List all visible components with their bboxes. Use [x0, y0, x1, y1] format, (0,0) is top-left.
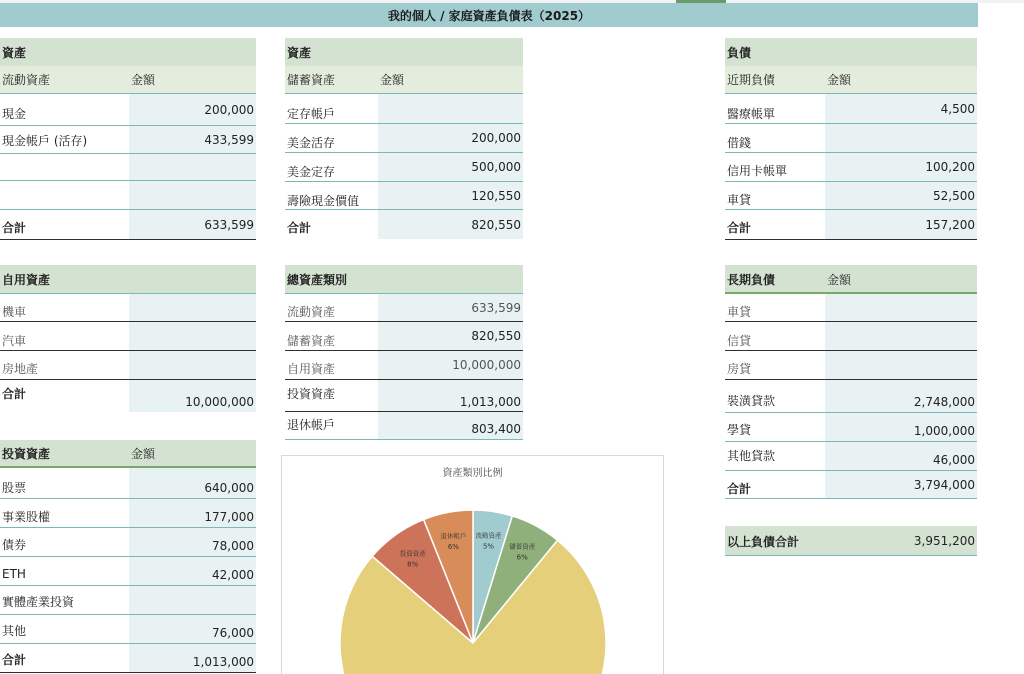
category-row-value[interactable]: 633,599	[378, 294, 523, 321]
liability-row-value[interactable]	[825, 124, 977, 152]
categories-section-header: 總資產類別	[285, 265, 523, 293]
liabilities-grand-total-label: 以上負債合計	[725, 526, 825, 556]
liquid-section-header: 資產	[0, 38, 256, 66]
longterm-row-value[interactable]: 46,000	[825, 442, 977, 470]
savings-row-value[interactable]: 500,000	[378, 153, 523, 181]
liquid-empty-cell[interactable]	[129, 181, 256, 209]
chart-title: 資產類別比例	[442, 468, 503, 479]
savings-total-value[interactable]: 820,550	[378, 210, 523, 239]
savings-total-label: 合計	[287, 221, 312, 235]
liabilities-total-label: 合計	[727, 221, 752, 235]
liabilities-col-amount: 金額	[825, 66, 977, 93]
investment-row-value[interactable]: 640,000	[129, 468, 256, 498]
category-row-value[interactable]: 803,400	[378, 412, 523, 439]
pie-slice-name-label: 退休帳戶	[440, 532, 467, 541]
category-row-label[interactable]: 退休帳戶	[287, 417, 336, 432]
liquid-total-value[interactable]: 633,599	[129, 210, 256, 239]
category-row-value[interactable]: 820,550	[378, 322, 523, 350]
savings-col-label: 儲蓄資產	[285, 66, 378, 93]
liability-row-label[interactable]: 車貸	[727, 193, 752, 207]
liability-row-value[interactable]: 100,200	[825, 153, 977, 181]
personal-row-label[interactable]: 汽車	[2, 334, 27, 348]
category-row-label[interactable]: 投資資產	[287, 386, 336, 401]
pie-slice-percent-label: 8%	[407, 560, 419, 569]
total-rule	[725, 555, 977, 556]
personal-row-value[interactable]	[129, 351, 256, 379]
investment-row-label[interactable]: 事業股權	[2, 510, 51, 524]
longterm-row-label[interactable]: 學貸	[727, 423, 752, 437]
savings-row-label[interactable]: 壽險現金價值	[287, 194, 360, 208]
pie-slice-percent-label: 6%	[516, 553, 528, 562]
longterm-row-label[interactable]: 裝潢貸款	[727, 394, 776, 408]
sheet-title: 我的個人 / 家庭資產負債表（2025）	[0, 3, 978, 27]
personal-section-header: 自用資產	[0, 265, 256, 293]
investments-col-amount: 金額	[129, 440, 256, 467]
investment-row-value[interactable]	[129, 586, 256, 614]
investments-total-value[interactable]: 1,013,000	[129, 644, 256, 672]
total-rule	[0, 672, 256, 673]
longterm-row-label[interactable]: 車貸	[727, 305, 752, 319]
asset-pie-chart[interactable]	[281, 455, 664, 674]
investments-col-label: 投資資產	[0, 440, 129, 467]
longterm-col-label: 長期負債	[725, 265, 825, 293]
category-row-label[interactable]: 儲蓄資產	[287, 334, 336, 348]
personal-total-label: 合計	[2, 386, 27, 401]
category-row-label[interactable]: 流動資產	[287, 305, 336, 319]
investment-row-label[interactable]: ETH	[2, 566, 26, 581]
savings-row-label[interactable]: 美金定存	[287, 165, 336, 179]
liquid-col-amount: 金額	[129, 66, 256, 93]
total-rule	[725, 239, 977, 240]
pie-slice-percent-label: 5%	[482, 542, 495, 551]
total-rule	[725, 498, 977, 499]
investment-row-value[interactable]: 177,000	[129, 499, 256, 527]
liability-row-value[interactable]: 52,500	[825, 182, 977, 209]
savings-row-value[interactable]: 200,000	[378, 124, 523, 152]
investment-row-value[interactable]: 78,000	[129, 528, 256, 556]
investment-row-value[interactable]: 42,000	[129, 557, 256, 585]
investment-row-label[interactable]: 其他	[2, 624, 27, 638]
personal-row-value[interactable]	[129, 322, 256, 350]
savings-section-header: 資產	[285, 38, 523, 66]
category-row-value[interactable]: 1,013,000	[378, 380, 523, 412]
savings-col-amount: 金額	[378, 66, 523, 93]
longterm-row-label[interactable]: 其他貸款	[727, 449, 776, 463]
total-rule	[0, 239, 256, 240]
pie-slice-name-label: 流動資產	[475, 531, 502, 540]
row-rule	[285, 439, 523, 440]
liquid-row-label[interactable]: 現金	[2, 107, 27, 121]
pie-chart-canvas	[282, 456, 664, 674]
pie-slice-name-label: 投資資產	[399, 549, 426, 558]
longterm-row-value[interactable]	[825, 322, 977, 350]
investment-row-value[interactable]: 76,000	[129, 615, 256, 643]
liquid-total-label: 合計	[2, 221, 27, 235]
longterm-total-label: 合計	[727, 482, 752, 496]
liability-row-label[interactable]: 借錢	[727, 136, 752, 150]
personal-row-label[interactable]: 機車	[2, 305, 27, 319]
liabilities-grand-total-value[interactable]: 3,951,200	[825, 526, 977, 556]
investment-row-label[interactable]: 股票	[2, 481, 27, 495]
personal-row-value[interactable]	[129, 294, 256, 321]
longterm-col-amount: 金額	[825, 265, 977, 293]
liability-row-value[interactable]: 4,500	[825, 94, 977, 123]
longterm-row-value[interactable]: 1,000,000	[825, 413, 977, 441]
investment-row-label[interactable]: 債券	[2, 538, 27, 552]
liability-row-label[interactable]: 信用卡帳單	[727, 164, 788, 178]
liquid-row-value[interactable]: 433,599	[129, 126, 256, 153]
pie-slice-percent-label: 6%	[447, 543, 459, 552]
liabilities-section-header: 負債	[725, 38, 977, 66]
liabilities-col-label: 近期負債	[725, 66, 825, 93]
longterm-row-label[interactable]: 房貸	[727, 362, 752, 376]
category-row-label[interactable]: 自用資產	[287, 362, 336, 376]
pie-slice-name-label: 儲蓄資產	[509, 542, 536, 551]
liability-row-label[interactable]: 醫療帳單	[727, 107, 776, 121]
personal-total-value[interactable]: 10,000,000	[129, 380, 256, 412]
savings-row-value[interactable]: 120,550	[378, 182, 523, 209]
longterm-row-label[interactable]: 信貸	[727, 334, 752, 348]
longterm-row-value[interactable]	[825, 351, 977, 379]
category-row-value[interactable]: 10,000,000	[378, 351, 523, 379]
liquid-row-value[interactable]: 200,000	[129, 94, 256, 125]
investments-total-label: 合計	[2, 653, 27, 667]
liabilities-total-value[interactable]: 157,200	[825, 210, 977, 239]
longterm-row-value[interactable]: 2,748,000	[825, 380, 977, 412]
longterm-row-value[interactable]	[825, 294, 977, 321]
personal-row-label[interactable]: 房地產	[2, 362, 39, 376]
longterm-total-value[interactable]: 3,794,000	[825, 471, 977, 498]
liquid-empty-cell[interactable]	[129, 154, 256, 180]
savings-row-value[interactable]	[378, 94, 523, 123]
investment-row-label[interactable]: 實體產業投資	[2, 595, 75, 609]
liquid-row-label[interactable]: 現金帳戶 (活存)	[2, 134, 88, 148]
liquid-col-label: 流動資產	[0, 66, 129, 93]
savings-row-label[interactable]: 定存帳戶	[287, 107, 336, 121]
savings-row-label[interactable]: 美金活存	[287, 136, 336, 150]
